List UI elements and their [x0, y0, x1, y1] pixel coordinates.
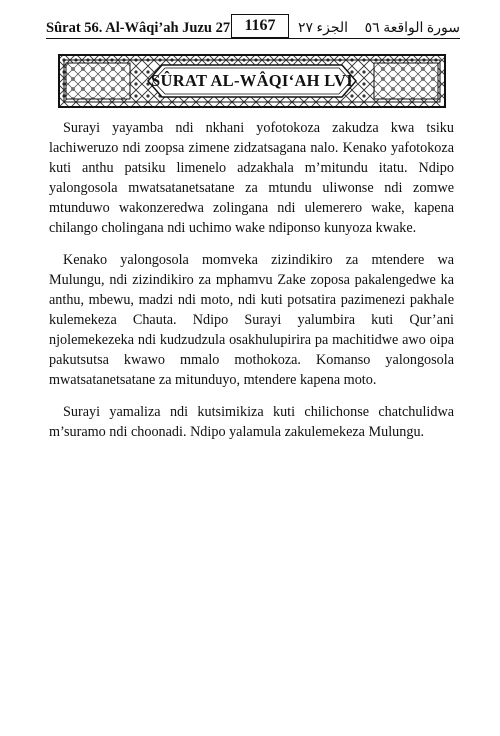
header-rule — [46, 38, 460, 39]
introduction-text — [49, 118, 454, 454]
header-juz-arabic: الجزء ٢٧ — [298, 21, 349, 36]
sura-title: SÛRAT AL-WÂQI‘AH LVI — [151, 71, 353, 90]
paragraph: Surayi yamaliza ndi kutsimikiza kuti chilichonse chatchulidwa m’suramo ndi choonadi. Ndipo yalamula zakulemekeza Mulungu. — [49, 404, 454, 440]
header-sura-arabic: سورة الواقعة ٥٦ — [364, 21, 460, 36]
sura-banner — [58, 54, 446, 108]
paragraph: Surayi yayamba ndi nkhani yofotokoza zakudza kwa tsiku lachiweruzo ndi zoopsa zimene zidzatsagana nalo. Kenako yafotokoza kuti anthu patsiku limenelo adzakhala m’mitundu itatu. Ndipo yalongosola mwatsatanetsatane za mtundu uliwonse ndi zomwe mtunduwo wakonzeredwa zolingana ndi ulemerero wake, kapena chilango cholingana ndi uchimo wake ndiponso kunyoza kwake. — [49, 120, 454, 236]
paragraph: Kenako yalongosola momveka zizindikiro za mtendere wa Mulungu, ndi zizindikiro za mphamvu Zake zoposa pakalengedwe ka anthu, mbewu, madzi ndi moto, ndi kuti potsatira pazimenezi pakhale kulemekeza Chauta. Ndipo Surayi yalumbira kuti Qur’ani njolemekezeka ndi kudzudzula osakhulupirira pa machitidwe awo oipa pakutsutsa kwawo mmalo mothokoza. Komanso yalongosola mwatsatanetsatane za mitunduyo, mtendere kapena moto. — [49, 252, 454, 388]
running-header — [46, 14, 460, 40]
header-sura-title: Sûrat 56. Al-Wâqi’ah Juzu 27 — [46, 20, 231, 36]
page-number: 1167 — [231, 14, 289, 38]
